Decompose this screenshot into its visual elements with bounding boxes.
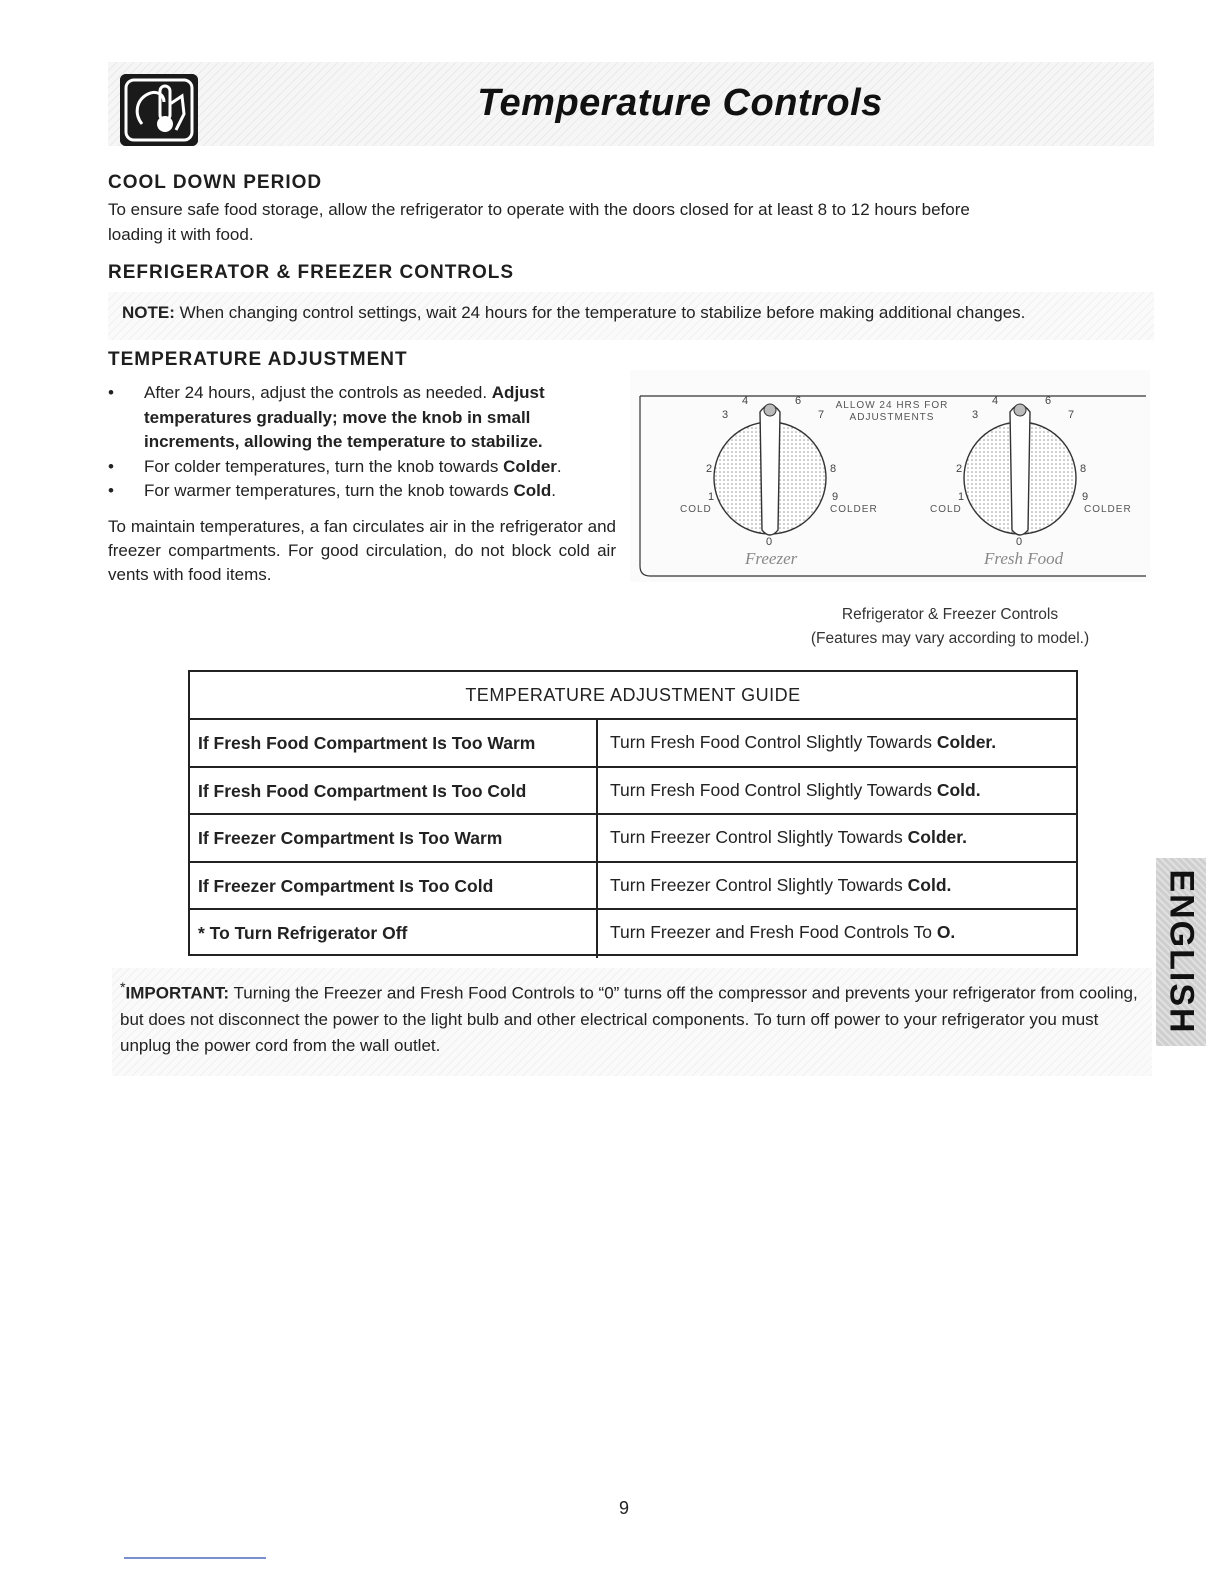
list-item: • After 24 hours, adjust the controls as needed. Adjust temperatures gradually; move the knob in small increments, allowing the temperature to stabilize.: [108, 383, 545, 451]
action-text: Turn Freezer and Fresh Food Controls To: [610, 922, 937, 942]
freezer-colder-label: COLDER: [830, 504, 878, 515]
freezer-dial-pointer: [764, 404, 776, 416]
fresh-colder-label: COLDER: [1084, 504, 1132, 515]
adjustment-guide-table: [188, 670, 1078, 956]
action-text: Turn Freezer Control Slightly Towards: [610, 827, 908, 847]
action-text: Turn Fresh Food Control Slightly Towards: [610, 779, 937, 800]
adjustment-paragraph: To maintain temperatures, a fan circulates air in the refrigerator and freezer compartments. For good circulation, do not block cold air vents with food items.: [108, 517, 616, 584]
table-condition-cell: If Freezer Compartment Is Too Warm: [190, 815, 598, 861]
fresh-food-dial-pointer: [1014, 404, 1026, 416]
table-title: TEMPERATURE ADJUSTMENT GUIDE: [190, 672, 1076, 720]
freezer-num-0: 0: [766, 536, 773, 548]
bullet2-text: For colder temperatures, turn the knob towards: [144, 456, 504, 476]
figure-caption: [700, 603, 1200, 651]
table-condition-cell: If Fresh Food Compartment Is Too Cold: [190, 768, 598, 814]
note-body: When changing control settings, wait 24 hours for the temperature to stabilize before making additional changes.: [174, 303, 1026, 322]
freezer-dial-knob: [760, 405, 780, 535]
table-condition-cell: * To Turn Refrigerator Off: [190, 910, 598, 958]
freezer-num-7: 7: [818, 409, 825, 421]
controls-figure: [630, 370, 1150, 582]
bullet3-bold: Cold: [513, 481, 552, 500]
period: .: [551, 481, 556, 500]
freezer-cold-label: COLD: [680, 504, 712, 515]
action-text: Turn Fresh Food Control Slightly Towards: [610, 732, 937, 752]
list-item: • For warmer temperatures, turn the knob towards Cold.: [108, 481, 556, 500]
action-bold: O.: [936, 922, 956, 942]
allow-note-line2: ADJUSTMENTS: [849, 412, 935, 423]
table-row: [190, 720, 1076, 768]
allow-note-line1: ALLOW 24 HRS FOR: [835, 400, 949, 411]
fresh-num-7: 7: [1068, 409, 1075, 421]
important-body: Turning the Freezer and Fresh Food Controls to “0” turns off the compressor and prevents your refrigerator from cooling, but does not disconnect the power to the light bulb and other electrical components. To turn off power to your refrigerator you must unplug the power cord from the wall outlet.: [120, 983, 1138, 1055]
fresh-num-1: 1: [958, 491, 965, 503]
fresh-num-3: 3: [972, 409, 979, 421]
thermometer-hand-icon: [120, 74, 198, 146]
list-item: • For colder temperatures, turn the knob towards Colder.: [108, 456, 562, 476]
action-bold: Colder.: [907, 827, 967, 847]
table-condition-cell: If Fresh Food Compartment Is Too Warm: [190, 720, 598, 766]
cool-down-text-line1: To ensure safe food storage, allow the refrigerator to operate with the doors closed for at least 8 to 12 hours before: [108, 200, 970, 219]
important-label: IMPORTANT:: [125, 983, 230, 1003]
controls-heading: REFRIGERATOR & FREEZER CONTROLS: [108, 262, 515, 283]
table-row: [190, 768, 1076, 816]
cool-down-heading: COOL DOWN PERIOD: [108, 172, 323, 193]
footer-rule: [124, 1557, 266, 1559]
fresh-num-0: 0: [1016, 536, 1023, 548]
freezer-num-2: 2: [706, 463, 713, 475]
bullet1-text: After 24 hours, adjust the controls as needed.: [144, 383, 492, 402]
action-text: Turn Freezer Control Slightly Towards: [610, 874, 908, 895]
freezer-num-4: 4: [742, 395, 749, 407]
fresh-num-2: 2: [956, 463, 963, 475]
bullet2-bold: Colder: [503, 456, 557, 476]
page-title: Temperature Controls: [477, 82, 883, 124]
table-action-cell: [598, 720, 1076, 766]
freezer-num-1: 1: [708, 491, 715, 503]
note-label: NOTE:: [122, 303, 175, 322]
language-tab-label: ENGLISH: [1162, 869, 1201, 1035]
fresh-food-label: Fresh Food: [984, 549, 1064, 568]
freezer-num-9: 9: [832, 491, 839, 503]
table-condition-cell: If Freezer Compartment Is Too Cold: [190, 863, 598, 909]
caption-line1: Refrigerator & Freezer Controls: [841, 606, 1059, 623]
table-action-cell: [598, 910, 1076, 958]
period: .: [556, 456, 562, 476]
table-action-cell: [598, 768, 1076, 814]
freezer-num-3: 3: [722, 409, 729, 421]
freezer-label: Freezer: [745, 549, 798, 568]
table-action-cell: [598, 815, 1076, 861]
cool-down-text-line2: loading it with food.: [108, 225, 254, 244]
fresh-cold-label: COLD: [930, 504, 962, 515]
fresh-num-9: 9: [1082, 491, 1089, 503]
important-text: [120, 975, 1145, 1059]
fresh-food-dial-knob: [1010, 405, 1030, 535]
freezer-num-6: 6: [795, 395, 802, 407]
freezer-num-8: 8: [830, 463, 837, 475]
fresh-num-4: 4: [992, 395, 999, 407]
page-number: 9: [618, 1498, 629, 1518]
table-row: [190, 815, 1076, 863]
table-row: [190, 863, 1076, 911]
table-row: [190, 910, 1076, 958]
action-bold: Cold.: [907, 874, 952, 895]
language-tab: [1156, 858, 1206, 1046]
action-bold: Cold.: [936, 779, 981, 800]
bullet1-bold: Adjust temperatures gradually; move the knob in small increments, allowing the temperature to stabilize.: [144, 383, 545, 451]
note-text: [122, 303, 1025, 323]
fresh-num-8: 8: [1080, 463, 1087, 475]
important-asterisk: *: [120, 980, 126, 996]
caption-line2: (Features may vary according to model.): [810, 630, 1090, 647]
bullet3-text: For warmer temperatures, turn the knob towards: [144, 481, 514, 500]
table-action-cell: [598, 863, 1076, 909]
adjustment-heading: TEMPERATURE ADJUSTMENT: [108, 349, 408, 370]
action-bold: Colder.: [936, 732, 997, 752]
adjustment-list: [108, 381, 620, 504]
fresh-num-6: 6: [1045, 395, 1052, 407]
